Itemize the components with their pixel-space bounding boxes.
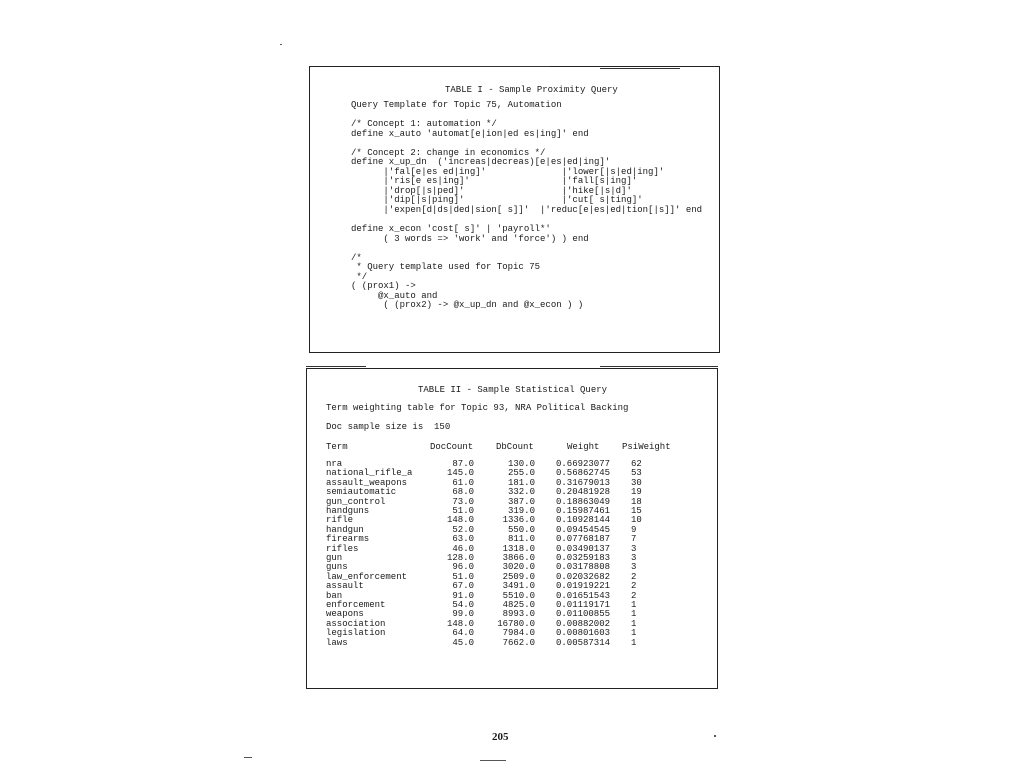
dbcount-cell: 7662.0 (502, 637, 535, 648)
weight-cell: 0.00587314 (556, 637, 611, 648)
dbcount-cell: 181.0 (507, 477, 535, 488)
term-cell: rifle (326, 515, 354, 526)
dbcount-cell: 550.0 (507, 524, 535, 535)
psiweight-cell: 1 (631, 618, 637, 629)
weight-cell: 0.09454545 (556, 524, 611, 535)
term-cell: gun (326, 553, 343, 563)
doccount-cell: 96.0 (452, 562, 474, 573)
proximity-query-code: Query Template for Topic 75, Automation /* Concept 1: automation */ define x_auto 'automat[e|ion|ed es|ing]' end /* Concept 2: change in economics */ define x_up_dn ('increas|decreas)[e|es|ed|ing]' |'fal[e|es ed|ing]' |'lower[|s|ed|ing]' |'ris[e es|ing]' |'fall[s|ing]' |'drop[|s|ped]' |'hike[|s|d]' |'dip[|s|ping]' |'cut[ s|ting]' |'expen[d|ds|ded|sion[ s]]' |'reduc[e|es|ed|tion[|s]]' end define x_econ 'cost[ s]' | 'payroll*' ( 3 words => 'work' and 'force') ) end /* * Query template used for Topic 75 */ ( (prox1) -> @x_auto and ( (prox2) -> @x_up_dn and @x_econ ) ) (351, 100, 703, 311)
psiweight-cell: 53 (631, 468, 642, 479)
term-cell: assault (326, 581, 364, 592)
scan-speck (714, 735, 716, 737)
frame-edge (600, 68, 680, 69)
dbcount-cell: 1336.0 (502, 515, 535, 526)
term-cell: rifles (326, 543, 359, 554)
term-cell: laws (326, 637, 348, 648)
weight-cell: 0.56862745 (556, 468, 611, 479)
psiweight-cell: 3 (631, 562, 637, 573)
weight-cell: 0.01100855 (556, 609, 611, 620)
psiweight-cell: 1 (631, 637, 637, 648)
doccount-cell: 148.0 (446, 515, 474, 526)
weight-cell: 0.20481928 (556, 487, 611, 498)
dbcount-cell: 2509.0 (502, 571, 535, 582)
dbcount-cell: 4825.0 (502, 600, 535, 610)
term-cell: ban (326, 590, 343, 601)
weight-cell: 0.18863049 (556, 496, 611, 507)
psiweight-cell: 2 (631, 590, 637, 601)
dbcount-cell: 7984.0 (502, 628, 535, 639)
doccount-cell: 51.0 (452, 506, 474, 516)
frame-edge (600, 366, 718, 367)
column-header-weight: Weight (567, 442, 600, 452)
term-cell: gun_control (326, 496, 386, 507)
doccount-cell: 51.0 (452, 571, 474, 582)
doccount-cell: 52.0 (452, 524, 474, 535)
dbcount-cell: 3866.0 (502, 553, 535, 563)
weight-cell: 0.00882002 (556, 618, 611, 629)
psiweight-cell: 2 (631, 571, 637, 582)
doccount-cell: 64.0 (452, 628, 474, 639)
dbcount-cell: 16780.0 (497, 618, 535, 629)
term-cell: national_rifle_a (326, 468, 413, 479)
weight-cell: 0.02032682 (556, 571, 611, 582)
doccount-cell: 148.0 (446, 618, 474, 629)
weight-cell: 0.00801603 (556, 628, 611, 639)
dbcount-cell: 3020.0 (502, 562, 535, 573)
dbcount-cell: 387.0 (507, 496, 535, 507)
weight-cell: 0.15987461 (556, 506, 611, 516)
dbcount-cell: 8993.0 (502, 609, 535, 620)
doccount-cell: 145.0 (446, 468, 474, 479)
frame-edge (306, 366, 366, 367)
doccount-cell: 45.0 (452, 637, 474, 648)
column-header-dbcount: DbCount (496, 442, 534, 452)
table1-title: TABLE I - Sample Proximity Query (445, 85, 618, 95)
doccount-cell: 128.0 (446, 553, 474, 563)
dbcount-cell: 3491.0 (502, 581, 535, 592)
psiweight-cell: 18 (631, 496, 642, 507)
term-cell: nra (326, 459, 343, 469)
doccount-cell: 99.0 (452, 609, 474, 620)
term-cell: association (326, 618, 386, 629)
table2-heading: Term weighting table for Topic 93, NRA Political Backing (326, 403, 629, 413)
scan-speck (280, 44, 282, 45)
psiweight-cell: 1 (631, 628, 637, 639)
dbcount-cell: 5510.0 (502, 590, 535, 601)
weight-cell: 0.03490137 (556, 543, 611, 554)
page-number: 205 (492, 731, 509, 743)
dbcount-cell: 130.0 (507, 459, 535, 469)
psiweight-cell: 3 (631, 553, 637, 563)
column-header-term: Term (326, 442, 348, 452)
term-cell: weapons (326, 609, 364, 620)
psiweight-cell: 15 (631, 506, 642, 516)
doccount-cell: 87.0 (452, 459, 474, 469)
dbcount-cell: 1318.0 (502, 543, 535, 554)
doccount-cell: 54.0 (452, 600, 474, 610)
doccount-cell: 73.0 (452, 496, 474, 507)
column-header-psiweight: PsiWeight (622, 442, 671, 452)
dbcount-cell: 811.0 (507, 534, 535, 545)
term-cell: guns (326, 562, 348, 573)
term-cell: semiautomatic (326, 487, 397, 498)
term-cell: handguns (326, 506, 370, 516)
dbcount-cell: 332.0 (507, 487, 535, 498)
table2-title: TABLE II - Sample Statistical Query (418, 385, 608, 395)
dbcount-cell: 319.0 (507, 506, 535, 516)
term-cell: assault_weapons (326, 477, 408, 488)
psiweight-cell: 7 (631, 534, 637, 545)
psiweight-cell: 10 (631, 515, 642, 526)
column-header-doccount: DocCount (430, 442, 474, 452)
doccount-cell: 61.0 (452, 477, 474, 488)
doccount-cell: 68.0 (452, 487, 474, 498)
doccount-cell: 46.0 (452, 543, 474, 554)
psiweight-cell: 1 (631, 600, 637, 610)
term-cell: law_enforcement (326, 571, 408, 582)
psiweight-cell: 62 (631, 459, 642, 469)
doccount-cell: 67.0 (452, 581, 474, 592)
doccount-cell: 63.0 (452, 534, 474, 545)
scan-speck (244, 757, 252, 758)
doccount-cell: 91.0 (452, 590, 474, 601)
term-cell: firearms (326, 534, 370, 545)
scan-speck (480, 760, 506, 761)
psiweight-cell: 1 (631, 609, 637, 620)
term-cell: enforcement (326, 600, 386, 610)
psiweight-cell: 3 (631, 543, 637, 554)
weight-cell: 0.31679013 (556, 477, 611, 488)
term-cell: handgun (326, 524, 364, 535)
weight-cell: 0.01651543 (556, 590, 611, 601)
psiweight-cell: 19 (631, 487, 642, 498)
weight-cell: 0.03259183 (556, 553, 611, 563)
sample-size-line: Doc sample size is 150 (326, 422, 451, 432)
weight-cell: 0.01119171 (556, 600, 611, 610)
weight-cell: 0.03178808 (556, 562, 611, 573)
weight-cell: 0.10928144 (556, 515, 611, 526)
weight-cell: 0.07768187 (556, 534, 611, 545)
frame-edge (400, 66, 550, 67)
weight-cell: 0.66923077 (556, 459, 611, 469)
psiweight-cell: 2 (631, 581, 637, 592)
psiweight-cell: 30 (631, 477, 642, 488)
dbcount-cell: 255.0 (507, 468, 535, 479)
weight-cell: 0.01919221 (556, 581, 611, 592)
psiweight-cell: 9 (631, 524, 637, 535)
term-cell: legislation (326, 628, 386, 639)
